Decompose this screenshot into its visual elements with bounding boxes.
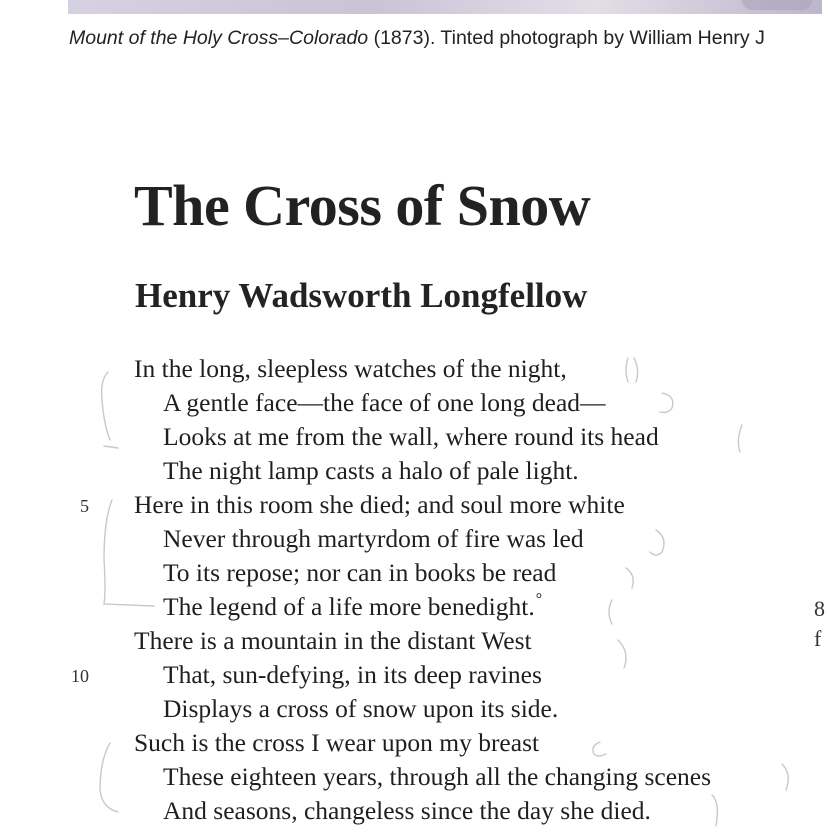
caption-artwork-title: Mount of the Holy Cross–Colorado xyxy=(69,27,369,49)
pencil-bracket-3 xyxy=(100,743,118,812)
footnote-marker: ° xyxy=(535,591,543,608)
poem-line-8-text: The legend of a life more benedight. xyxy=(163,592,535,621)
photograph-bottom-edge xyxy=(68,0,822,14)
poem-line-9: There is a mountain in the distant West xyxy=(134,626,532,655)
poem-line-1: In the long, sleepless watches of the night, xyxy=(134,354,567,383)
pencil-letter-b xyxy=(660,393,673,413)
pencil-letter-e xyxy=(712,795,717,826)
line-number-10: 10 xyxy=(71,666,89,686)
poem-line-6: Never through martyrdom of fire was led xyxy=(163,524,584,553)
poem-line-8 xyxy=(163,590,542,624)
pencil-letter-a-2 xyxy=(609,600,612,624)
pencil-letter-b-3 xyxy=(626,568,633,588)
pencil-tick-1 xyxy=(104,446,118,448)
poem-line-13: These eighteen years, through all the changing scenes xyxy=(163,762,712,791)
poem-line-2: A gentle face—the face of one long dead— xyxy=(163,388,606,417)
pencil-bracket-1 xyxy=(102,372,110,440)
pencil-mark-1 xyxy=(738,425,742,452)
photo-caption xyxy=(69,27,829,50)
pencil-letter-c xyxy=(618,640,626,668)
caption-credit: (1873). Tinted photograph by William Henry J xyxy=(368,27,765,49)
poem-line-11: Displays a cross of snow upon its side. xyxy=(163,694,559,723)
poem-line-3: Looks at me from the wall, where round its head xyxy=(163,422,659,451)
pencil-letter-d xyxy=(782,764,788,790)
pencil-letter-b-2 xyxy=(650,530,664,555)
poem-line-10: That, sun-defying, in its deep ravines xyxy=(163,660,542,689)
line-number-5: 5 xyxy=(80,496,89,516)
poem-line-5: Here in this room she died; and soul more white xyxy=(134,490,625,519)
poem-line-7: To its repose; nor can in books be read xyxy=(163,558,557,587)
poem-line-14: And seasons, changeless since the day she died. xyxy=(163,796,651,825)
poem-author: Henry Wadsworth Longfellow xyxy=(135,276,588,315)
margin-fragment-2: f xyxy=(814,626,822,651)
pencil-letter-c-2 xyxy=(593,742,606,756)
poem-line-12: Such is the cross I wear upon my breast xyxy=(134,728,540,757)
pencil-letter-a xyxy=(626,358,638,382)
poem-line-4: The night lamp casts a halo of pale light. xyxy=(163,456,579,485)
poem-title: The Cross of Snow xyxy=(134,173,591,238)
margin-fragment-1: 8 xyxy=(814,596,825,621)
